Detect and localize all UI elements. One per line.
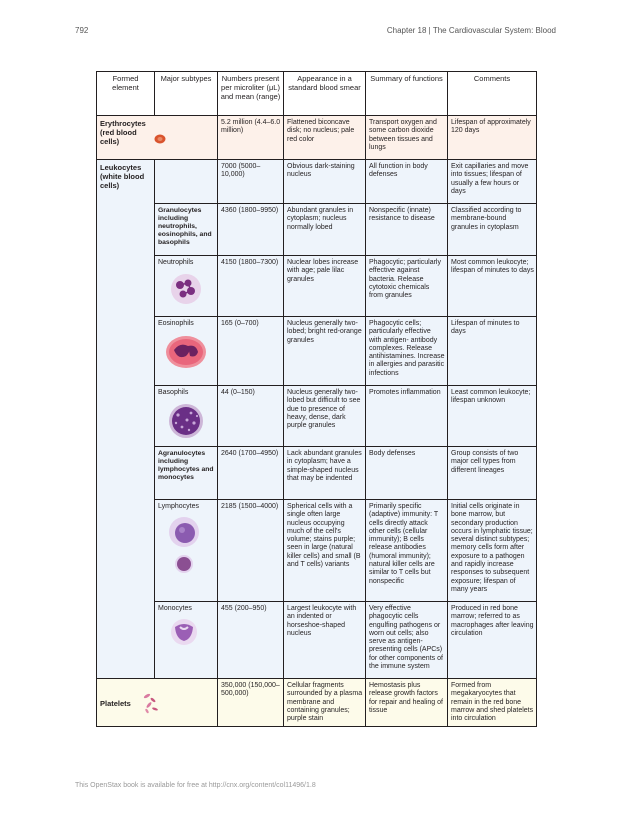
neutrophil-icon bbox=[158, 271, 214, 307]
agranulocytes-comments: Group consists of two major cell types from different lineages bbox=[448, 447, 537, 500]
lymphocytes-subtype-cell bbox=[155, 500, 218, 602]
platelets-comments: Formed from megakaryocytes that remain in the red bone marrow and shed platelets into circulation bbox=[448, 679, 537, 727]
erythrocytes-appearance: Flattened biconcave disk; no nucleus; pale red color bbox=[284, 116, 366, 160]
agranulocytes-functions: Body defenses bbox=[366, 447, 448, 500]
monocytes-numbers: 455 (200–950) bbox=[218, 602, 284, 679]
table-row-leukocytes bbox=[97, 160, 537, 204]
agranulocytes-appearance: Lack abundant granules in cytoplasm; have a simple-shaped nucleus that may be indented bbox=[284, 447, 366, 500]
formed-elements-table bbox=[96, 71, 537, 727]
table-row-basophils bbox=[97, 386, 537, 447]
eosinophils-subtype-cell bbox=[155, 317, 218, 386]
footer-attribution: This OpenStax book is available for free at http://cnx.org/content/col11496/1.8 bbox=[75, 782, 316, 789]
lymphocytes-functions: Primarily specific (adaptive) immunity: T cells directly attack other cells (cellular immunity); B cells release antibodies (humoral immunity); natural killer cells are similar to T cells but nonspecific bbox=[366, 500, 448, 602]
table-row-eosinophils bbox=[97, 317, 537, 386]
platelets-element-cell bbox=[97, 679, 218, 727]
eosinophils-subtype: Eosinophils bbox=[158, 320, 194, 327]
neutrophils-functions: Phagocytic; particularly effective against bacteria. Release cytotoxic chemicals from granules bbox=[366, 256, 448, 317]
monocytes-subtype: Monocytes bbox=[158, 605, 192, 612]
neutrophils-comments: Most common leukocyte; lifespan of minutes to days bbox=[448, 256, 537, 317]
agranulocytes-subtype: Agranulocytes including lymphocytes and monocytes bbox=[155, 447, 218, 500]
basophils-appearance: Nucleus generally two-lobed but difficult to see due to presence of heavy, dense, dark purple granules bbox=[284, 386, 366, 447]
table-row-neutrophils bbox=[97, 256, 537, 317]
platelets-icon bbox=[141, 690, 161, 716]
eosinophils-functions: Phagocytic cells; particularly effective with antigen- antibody complexes. Release antihistamines. Increase in allergies and parasitic infections bbox=[366, 317, 448, 386]
basophils-numbers: 44 (0–150) bbox=[218, 386, 284, 447]
erythrocytes-comments: Lifespan of approximately 120 days bbox=[448, 116, 537, 160]
leukocytes-numbers: 7000 (5000–10,000) bbox=[218, 160, 284, 204]
table-row-platelets bbox=[97, 679, 537, 727]
lymphocyte-small-icon bbox=[158, 553, 214, 575]
monocyte-icon bbox=[158, 617, 214, 647]
platelets-functions: Hemostasis plus release growth factors for repair and healing of tissue bbox=[366, 679, 448, 727]
eosinophils-appearance: Nucleus generally two-lobed; bright red-orange granules bbox=[284, 317, 366, 386]
col-header-appearance: Appearance in a standard blood smear bbox=[284, 72, 366, 116]
leukocytes-subtype-empty bbox=[155, 160, 218, 204]
table-row-monocytes bbox=[97, 602, 537, 679]
lymphocytes-comments: Initial cells originate in bone marrow, but secondary production occurs in lymphatic tissue; several distinct subtypes; memory cells form after exposure to a pathogen and rapidly increase responses to subsequent exposure; lifespan of many years bbox=[448, 500, 537, 602]
erythrocytes-functions: Transport oxygen and some carbon dioxide between tissues and lungs bbox=[366, 116, 448, 160]
table-row-erythrocytes bbox=[97, 116, 537, 160]
neutrophils-subtype: Neutrophils bbox=[158, 259, 194, 266]
neutrophils-appearance: Nuclear lobes increase with age; pale lilac granules bbox=[284, 256, 366, 317]
table-row-granulocytes bbox=[97, 204, 537, 256]
granulocytes-subtype: Granulocytes including neutrophils, eosinophils, and basophils bbox=[155, 204, 218, 256]
table-row-agranulocytes bbox=[97, 447, 537, 500]
granulocytes-comments: Classified according to membrane-bound granules in cytoplasm bbox=[448, 204, 537, 256]
monocytes-comments: Produced in red bone marrow; referred to as macrophages after leaving circulation bbox=[448, 602, 537, 679]
leukocytes-functions: All function in body defenses bbox=[366, 160, 448, 204]
col-header-functions: Summary of functions bbox=[366, 72, 448, 116]
leukocytes-comments: Exit capillaries and move into tissues; lifespan of usually a few hours or days bbox=[448, 160, 537, 204]
basophils-subtype: Basophils bbox=[158, 389, 189, 396]
agranulocytes-numbers: 2640 (1700–4950) bbox=[218, 447, 284, 500]
eosinophil-icon bbox=[158, 332, 214, 372]
page-number: 792 bbox=[75, 26, 89, 35]
erythrocytes-label: Erythrocytes (red blood cells) bbox=[100, 119, 146, 146]
granulocytes-numbers: 4360 (1800–9950) bbox=[218, 204, 284, 256]
col-header-comments: Comments bbox=[448, 72, 537, 116]
basophils-functions: Promotes inflammation bbox=[366, 386, 448, 447]
granulocytes-appearance: Abundant granules in cytoplasm; nucleus normally lobed bbox=[284, 204, 366, 256]
erythrocyte-icon bbox=[154, 134, 166, 144]
leukocytes-label: Leukocytes (white blood cells) bbox=[97, 160, 155, 679]
erythrocytes-numbers: 5.2 million (4.4–6.0 million) bbox=[218, 116, 284, 160]
basophils-comments: Least common leukocyte; lifespan unknown bbox=[448, 386, 537, 447]
basophils-subtype-cell bbox=[155, 386, 218, 447]
erythrocytes-element-cell bbox=[97, 116, 218, 160]
col-header-major-subtypes: Major subtypes bbox=[155, 72, 218, 116]
basophil-icon bbox=[158, 401, 214, 441]
granulocytes-functions: Nonspecific (innate) resistance to disease bbox=[366, 204, 448, 256]
running-head: Chapter 18 | The Cardiovascular System: Blood bbox=[386, 26, 556, 35]
lymphocytes-appearance: Spherical cells with a single often large nucleus occupying much of the cell's volume; stains purple; seen in large (natural killer cells) and small (B and T cells) variants bbox=[284, 500, 366, 602]
platelets-label: Platelets bbox=[100, 698, 131, 708]
lymphocyte-large-icon bbox=[158, 515, 214, 549]
leukocytes-appearance: Obvious dark-staining nucleus bbox=[284, 160, 366, 204]
eosinophils-comments: Lifespan of minutes to days bbox=[448, 317, 537, 386]
lymphocytes-subtype: Lymphocytes bbox=[158, 503, 199, 510]
monocytes-subtype-cell bbox=[155, 602, 218, 679]
table-row-lymphocytes bbox=[97, 500, 537, 602]
col-header-numbers: Numbers present per microliter (μL) and mean (range) bbox=[218, 72, 284, 116]
neutrophils-subtype-cell bbox=[155, 256, 218, 317]
col-header-formed-element: Formed element bbox=[97, 72, 155, 116]
eosinophils-numbers: 165 (0–700) bbox=[218, 317, 284, 386]
table-header-row bbox=[97, 72, 537, 116]
neutrophils-numbers: 4150 (1800–7300) bbox=[218, 256, 284, 317]
platelets-numbers: 350,000 (150,000–500,000) bbox=[218, 679, 284, 727]
platelets-appearance: Cellular fragments surrounded by a plasma membrane and containing granules; purple stain bbox=[284, 679, 366, 727]
monocytes-appearance: Largest leukocyte with an indented or horseshoe-shaped nucleus bbox=[284, 602, 366, 679]
lymphocytes-numbers: 2185 (1500–4000) bbox=[218, 500, 284, 602]
monocytes-functions: Very effective phagocytic cells engulfing pathogens or worn out cells; also serve as antigen-presenting cells (APCs) for other components of the immune system bbox=[366, 602, 448, 679]
